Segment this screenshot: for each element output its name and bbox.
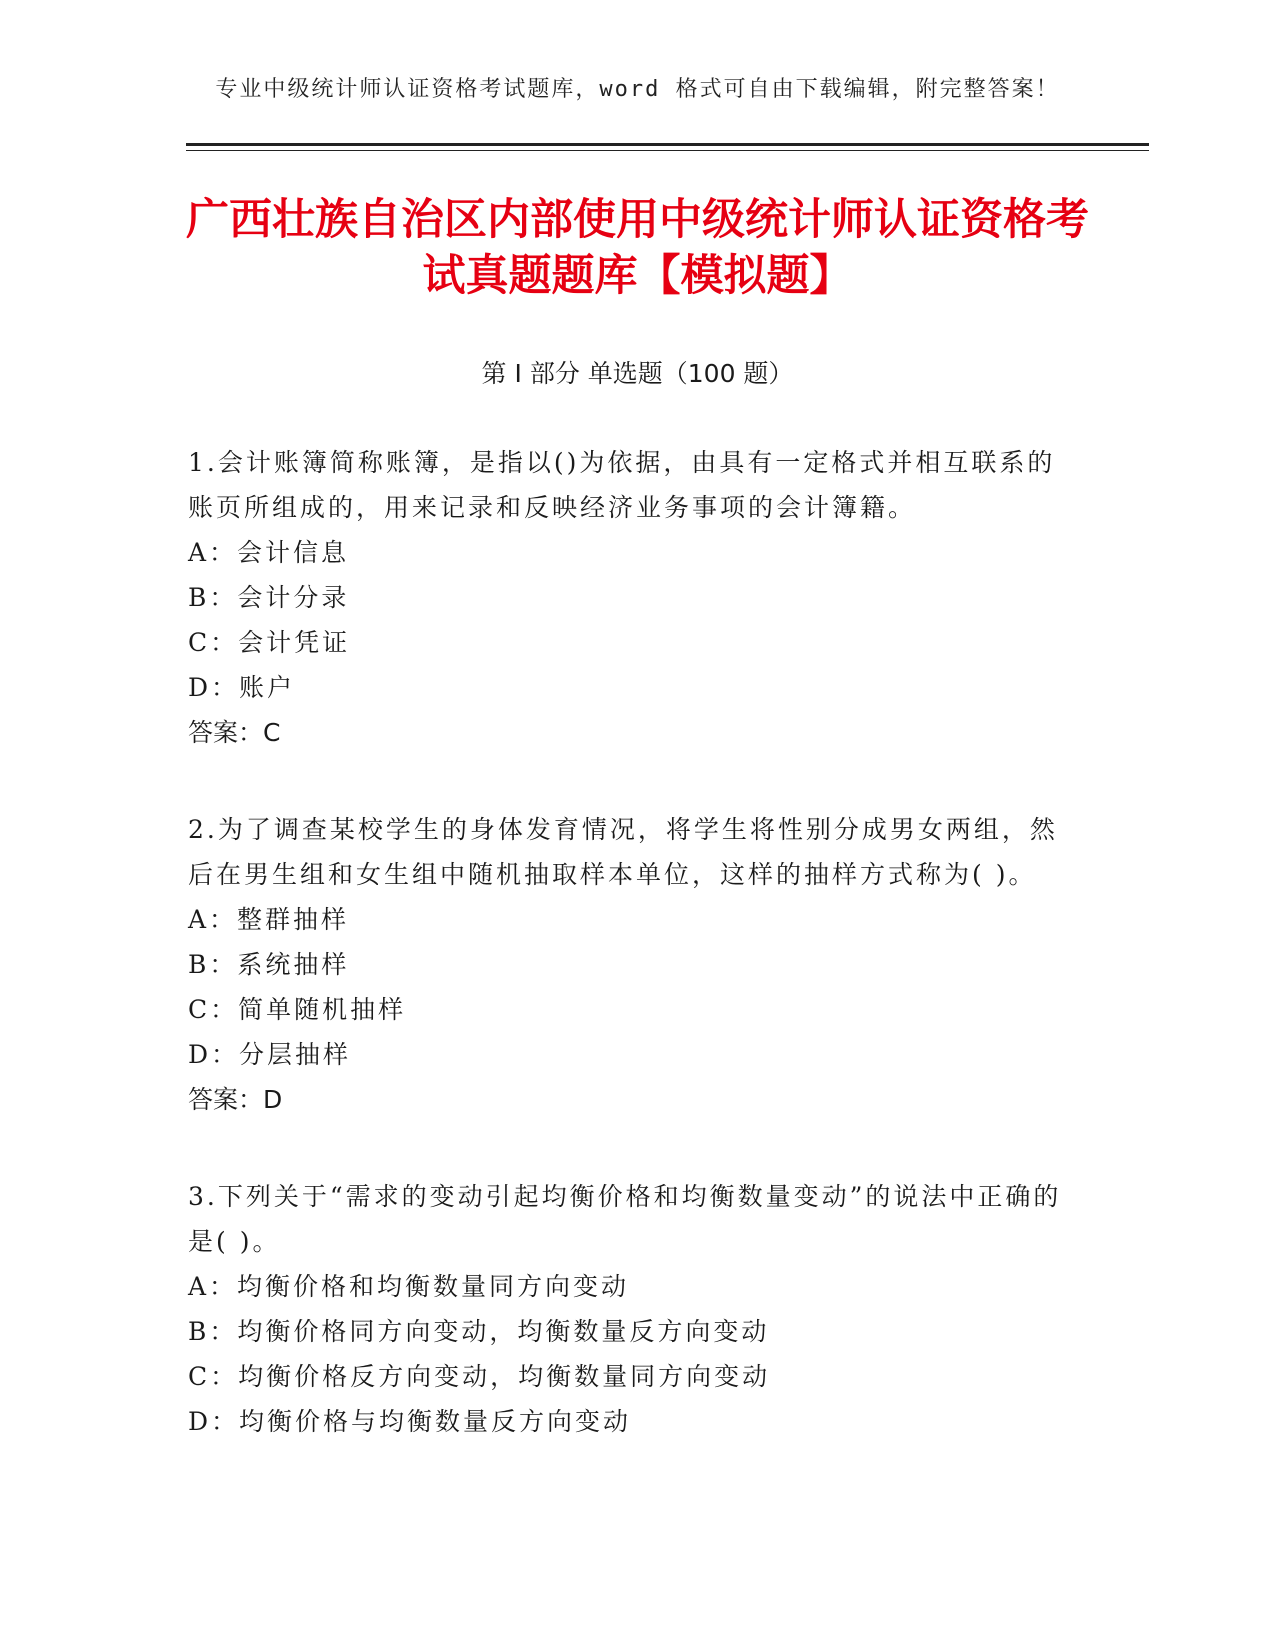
document-title: 广西壮族自治区内部使用中级统计师认证资格考试真题题库【模拟题】 [186,195,1089,301]
option-c: C：会计凭证 [188,628,351,657]
option-c: C：均衡价格反方向变动，均衡数量同方向变动 [188,1362,771,1391]
option-d: D：账户 [188,673,296,702]
option-b: B：系统抽样 [188,950,350,979]
question-item [188,1174,1068,1444]
option-b: B：会计分录 [188,583,350,612]
option-d: D：分层抽样 [188,1040,352,1069]
answer: 答案：D [188,1085,283,1114]
question-stem: 3.下列关于“需求的变动引起均衡价格和均衡数量变动”的说法中正确的是( )。 [188,1182,1062,1256]
option-c: C：简单随机抽样 [188,995,407,1024]
option-a: A：均衡价格和均衡数量同方向变动 [188,1272,630,1301]
section-heading: 第 I 部分 单选题（100 题） [481,359,794,388]
option-b: B：均衡价格同方向变动，均衡数量反方向变动 [188,1317,770,1346]
option-a: A：整群抽样 [188,905,350,934]
question-stem: 1.会计账簿简称账簿，是指以()为依据，由具有一定格式并相互联系的账页所组成的，用来记录和反映经济业务事项的会计簿籍。 [188,448,1056,522]
option-a: A：会计信息 [188,538,350,567]
header-rule-thick [186,143,1149,146]
option-d: D：均衡价格与均衡数量反方向变动 [188,1407,632,1436]
question-list [188,440,1068,1496]
answer: 答案：C [188,718,281,747]
header-note: 专业中级统计师认证资格考试题库，word 格式可自由下载编辑，附完整答案！ [215,77,1060,102]
question-item [188,440,1068,755]
question-stem: 2.为了调查某校学生的身体发育情况，将学生将性别分成男女两组，然后在男生组和女生组中随机抽取样本单位，这样的抽样方式称为( )。 [188,815,1058,889]
header-rule-thin [186,150,1149,151]
question-item [188,807,1068,1122]
